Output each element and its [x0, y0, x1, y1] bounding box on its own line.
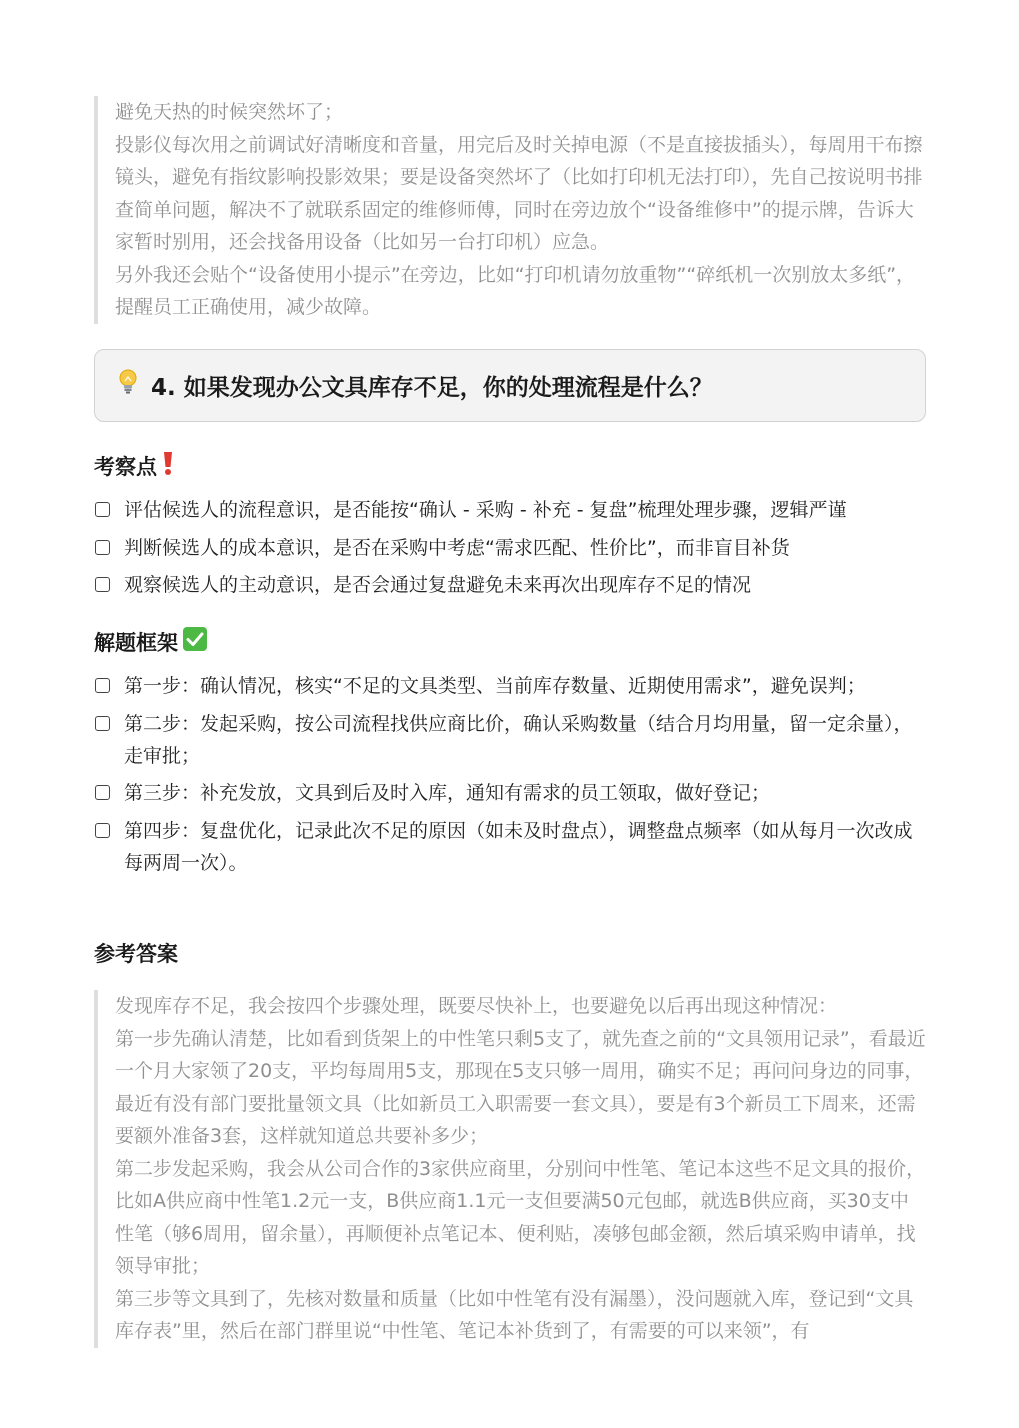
quote-paragraph: 发现库存不足，我会按四个步骤处理，既要尽快补上，也要避免以后再出现这种情况： — [115, 995, 838, 1017]
list-item-text: 观察候选人的主动意识，是否会通过复盘避免未来再次出现库存不足的情况 — [124, 574, 752, 596]
list-item — [94, 532, 914, 564]
checkbox[interactable] — [95, 577, 110, 592]
list-item — [94, 815, 914, 879]
checkbox[interactable] — [95, 502, 110, 517]
quote-paragraph: 第一步先确认清楚，比如看到货架上的中性笔只剩5支了，就先查之前的“文具领用记录”，看最近一个月大家领了20支，平均每周用5支，那现在5支只够一周用，确实不足；再问问身边的同事，最近有没有部门要批量领文具（比如新员工入职需要一套文具），要是有3个新员工下周来，还需要额外准备3套，这样就知道总共要补多少； — [115, 1027, 926, 1147]
quote-paragraph: 另外我还会贴个“设备使用小提示”在旁边，比如“打印机请勿放重物”“碎纸机一次别放太多纸”，提醒员工正确使用，减少故障。 — [115, 263, 916, 318]
quote-paragraph: 避免天热的时候突然坏了； — [115, 101, 344, 123]
list-item-text: 判断候选人的成本意识，是否在采购中考虑“需求匹配、性价比”，而非盲目补货 — [124, 536, 790, 559]
question-title: 4. 如果发现办公文具库存不足，你的处理流程是什么？ — [151, 375, 713, 401]
checkbox[interactable] — [95, 716, 110, 731]
list-item — [94, 569, 914, 601]
quote-paragraph: 第三步等文具到了，先核对数量和质量（比如中性笔有没有漏墨），没问题就入库，登记到“文具库存表”里，然后在部门群里说“中性笔、笔记本补货到了，有需要的可以来领”，有 — [115, 1287, 914, 1342]
list-item-text: 第三步：补充发放，文具到后及时入库，通知有需求的员工领取，做好登记； — [124, 782, 771, 804]
green-check-icon — [182, 626, 208, 657]
list-item-text: 评估候选人的流程意识，是否能按“确认 - 采购 - 补充 - 复盘”梳理处理步骤，逻辑严谨 — [124, 499, 847, 521]
list-item — [94, 708, 914, 772]
framework-checklist — [94, 670, 914, 884]
previous-answer-quote — [94, 96, 926, 324]
list-item — [94, 670, 914, 702]
lightbulb-icon — [115, 367, 141, 397]
list-item-text: 第一步：确认情况，核实“不足的文具类型、当前库存数量、近期使用需求”，避免误判； — [124, 675, 866, 697]
reference-answer-quote — [94, 990, 926, 1348]
red-exclamation-icon — [161, 450, 175, 481]
quote-paragraph: 投影仪每次用之前调试好清晰度和音量，用完后及时关掉电源（不是直接拔插头），每周用干布擦镜头，避免有指纹影响投影效果；要是设备突然坏了（比如打印机无法打印），先自己按说明书排查简单问题，解决不了就联系固定的维修师傅，同时在旁边放个“设备维修中”的提示牌，告诉大家暂时别用，还会找备用设备（比如另一台打印机）应急。 — [115, 133, 923, 253]
section-title-text: 参考答案 — [94, 942, 178, 966]
list-item-text: 第四步：复盘优化，记录此次不足的原因（如未及时盘点），调整盘点频率（如从每月一次改成每两周一次）。 — [124, 819, 913, 874]
checkbox[interactable] — [95, 823, 110, 838]
quote-paragraph: 第二步发起采购，我会从公司合作的3家供应商里，分别问中性笔、笔记本这些不足文具的报价，比如A供应商中性笔1.2元一支，B供应商1.1元一支但要满50元包邮，就选B供应商，买30支中性笔（够6周用，留余量），再顺便补点笔记本、便利贴，凑够包邮金额，然后填采购申请单，找领导审批； — [115, 1157, 926, 1277]
checkbox[interactable] — [95, 785, 110, 800]
list-item-text: 第二步：发起采购，按公司流程找供应商比价，确认采购数量（结合月均用量，留一定余量），走审批； — [124, 712, 913, 767]
list-item — [94, 777, 914, 809]
answer-section-title — [94, 938, 178, 968]
points-section-title — [94, 450, 175, 481]
question-callout — [94, 349, 926, 422]
framework-section-title — [94, 626, 208, 657]
section-title-text: 考察点 — [94, 454, 157, 479]
list-item — [94, 494, 914, 526]
checkbox[interactable] — [95, 540, 110, 555]
points-checklist — [94, 494, 914, 607]
section-title-text: 解题框架 — [94, 630, 178, 655]
checkbox[interactable] — [95, 678, 110, 693]
